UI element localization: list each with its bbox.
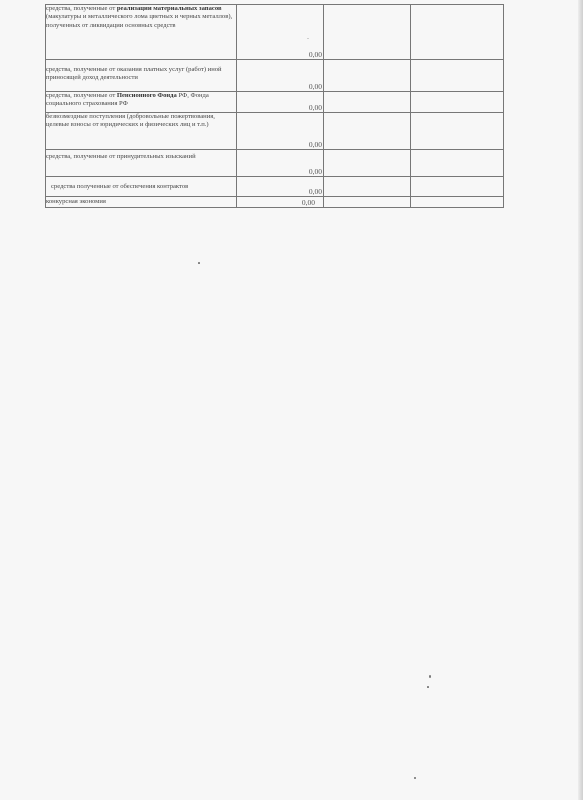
scan-speck [198,262,200,264]
income-sources-table [45,4,504,208]
amount-value: 0,00 [308,140,322,149]
amount-value: 0,00 [308,50,322,59]
scan-speck [414,777,416,779]
scan-speck [427,686,429,688]
row-description [46,177,237,197]
amount-value: 0,00 [301,198,315,207]
desc-bold-text: Пенсионного Фонда [116,92,177,99]
desc-bold-text: реализации материальных запасов [116,5,222,12]
page-edge-shadow [578,0,583,800]
amount-cell [237,92,324,113]
table-row [46,92,504,113]
empty-cell [411,113,504,150]
row-description [46,92,237,113]
empty-cell [411,177,504,197]
table-row [46,113,504,150]
row-description [46,60,237,92]
desc-text: конкурсная экономия [46,197,106,205]
desc-text: средства, полученные от [46,5,117,12]
empty-cell [324,197,411,208]
table-row [46,197,504,208]
empty-cell [411,5,504,60]
empty-cell [411,60,504,92]
amount-value: 0,00 [308,82,322,91]
table-row [46,5,504,60]
desc-text: (макулатуры и металлического лома цветных и черных металлов), полученных от ликвидации основных средств [46,13,233,29]
desc-text: средства, полученные от оказания платных услуг (работ) иной приносящей доход деятельности [46,66,222,82]
empty-cell [411,92,504,113]
table-row [46,177,504,197]
amount-value: 0,00 [308,167,322,176]
amount-cell [237,150,324,177]
empty-cell [324,177,411,197]
desc-text: средства, полученные от принудительных изысканий [46,153,196,160]
amount-cell [237,177,324,197]
amount-value: 0,00 [308,103,322,112]
row-description [46,150,237,177]
desc-text: РФ, Фонда социального страхования РФ [46,92,209,108]
desc-text: средства полученные от обеспечения контрактов [51,183,189,190]
desc-text: средства, полученные от [46,92,117,99]
empty-cell [324,5,411,60]
row-description [46,5,237,60]
empty-cell [411,150,504,177]
amount-value: 0,00 [308,187,322,196]
table-row [46,60,504,92]
row-description [46,113,237,150]
empty-cell [324,113,411,150]
amount-cell [237,5,324,60]
table-row [46,150,504,177]
amount-cell [237,197,324,208]
row-description [46,197,237,208]
desc-text: безвозмездные поступления (добровольные пожертвования, целевые взносы от юридических и физических лиц и т.п.) [46,113,215,129]
dash-mark: - [307,36,309,42]
amount-cell [237,60,324,92]
empty-cell [324,60,411,92]
scan-speck [429,675,431,678]
empty-cell [411,197,504,208]
empty-cell [324,92,411,113]
empty-cell [324,150,411,177]
amount-cell [237,113,324,150]
